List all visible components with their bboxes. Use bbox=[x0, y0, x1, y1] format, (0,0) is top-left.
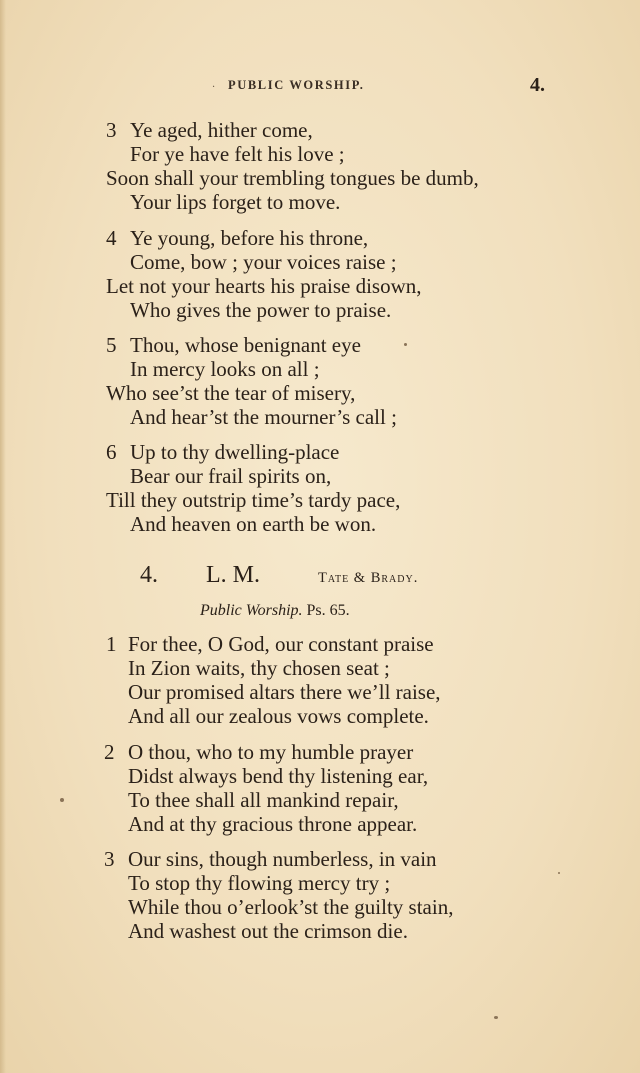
verse-number: 2 bbox=[104, 740, 115, 764]
verse-line: In Zion waits, thy chosen seat ; bbox=[128, 656, 390, 680]
verse-line: Up to thy dwelling-place bbox=[130, 440, 340, 464]
verse-line: To stop thy flowing mercy try ; bbox=[128, 871, 391, 895]
hymn-subject bbox=[200, 602, 350, 620]
paper-speck bbox=[60, 798, 64, 802]
verse-line: Till they outstrip time’s tardy pace, bbox=[106, 488, 401, 512]
verse-line: O thou, who to my humble prayer bbox=[128, 740, 414, 764]
verse-number: 4 bbox=[106, 226, 117, 250]
hymn-subject-title: Public Worship. bbox=[200, 602, 303, 619]
verse-line: In mercy looks on all ; bbox=[130, 357, 320, 381]
verse-line: Soon shall your trembling tongues be dumb, bbox=[106, 166, 479, 190]
verse-line: And at thy gracious throne appear. bbox=[128, 812, 418, 836]
running-header bbox=[0, 74, 640, 98]
verse-line: Didst always bend thy listening ear, bbox=[128, 764, 429, 788]
page-edge bbox=[0, 0, 6, 1073]
verse-line: Our sins, though numberless, in vain bbox=[128, 847, 437, 871]
verse-line: And heaven on earth be won. bbox=[130, 512, 377, 536]
verse-line: Ye young, before his throne, bbox=[130, 226, 369, 250]
verse-number: 3 bbox=[104, 847, 115, 871]
hymn-author: Tate & Brady. bbox=[318, 570, 419, 586]
paper-speck bbox=[494, 1016, 498, 1019]
verse-line: Come, bow ; your voices raise ; bbox=[130, 250, 397, 274]
hymn-number: 4. bbox=[140, 562, 158, 588]
verse-line: Ye aged, hither come, bbox=[130, 118, 313, 142]
running-title: PUBLIC WORSHIP. bbox=[228, 78, 365, 92]
verse-line: Let not your hearts his praise disown, bbox=[106, 274, 422, 298]
verse-line: Your lips forget to move. bbox=[130, 190, 341, 214]
verse-line: Thou, whose benignant eye bbox=[130, 333, 361, 357]
verse-number: 1 bbox=[106, 632, 117, 656]
verse-line: Who gives the power to praise. bbox=[130, 298, 392, 322]
paper-speck bbox=[558, 872, 560, 874]
verse-line: Our promised altars there we’ll raise, bbox=[128, 680, 441, 704]
verse-line: And washest out the crimson die. bbox=[128, 919, 408, 943]
verse-line: And hear’st the mourner’s call ; bbox=[130, 405, 397, 429]
verse-line: For thee, O God, our constant praise bbox=[128, 632, 434, 656]
psalm-reference: Ps. 65. bbox=[306, 602, 350, 619]
verse-line: To thee shall all mankind repair, bbox=[128, 788, 399, 812]
header-ornament-dot: · bbox=[212, 82, 216, 93]
hymn-meter: L. M. bbox=[206, 562, 260, 588]
verse-number: 6 bbox=[106, 440, 117, 464]
verse-line: While thou o’erlook’st the guilty stain, bbox=[128, 895, 454, 919]
verse-line: For ye have felt his love ; bbox=[130, 142, 345, 166]
hymn-heading bbox=[0, 562, 640, 592]
verse-number: 3 bbox=[106, 118, 117, 142]
paper-speck bbox=[404, 343, 407, 346]
verse-number: 5 bbox=[106, 333, 117, 357]
page-number: 4. bbox=[530, 74, 545, 96]
verse-line: And all our zealous vows complete. bbox=[128, 704, 429, 728]
verse-line: Who see’st the tear of misery, bbox=[106, 381, 356, 405]
verse-line: Bear our frail spirits on, bbox=[130, 464, 332, 488]
